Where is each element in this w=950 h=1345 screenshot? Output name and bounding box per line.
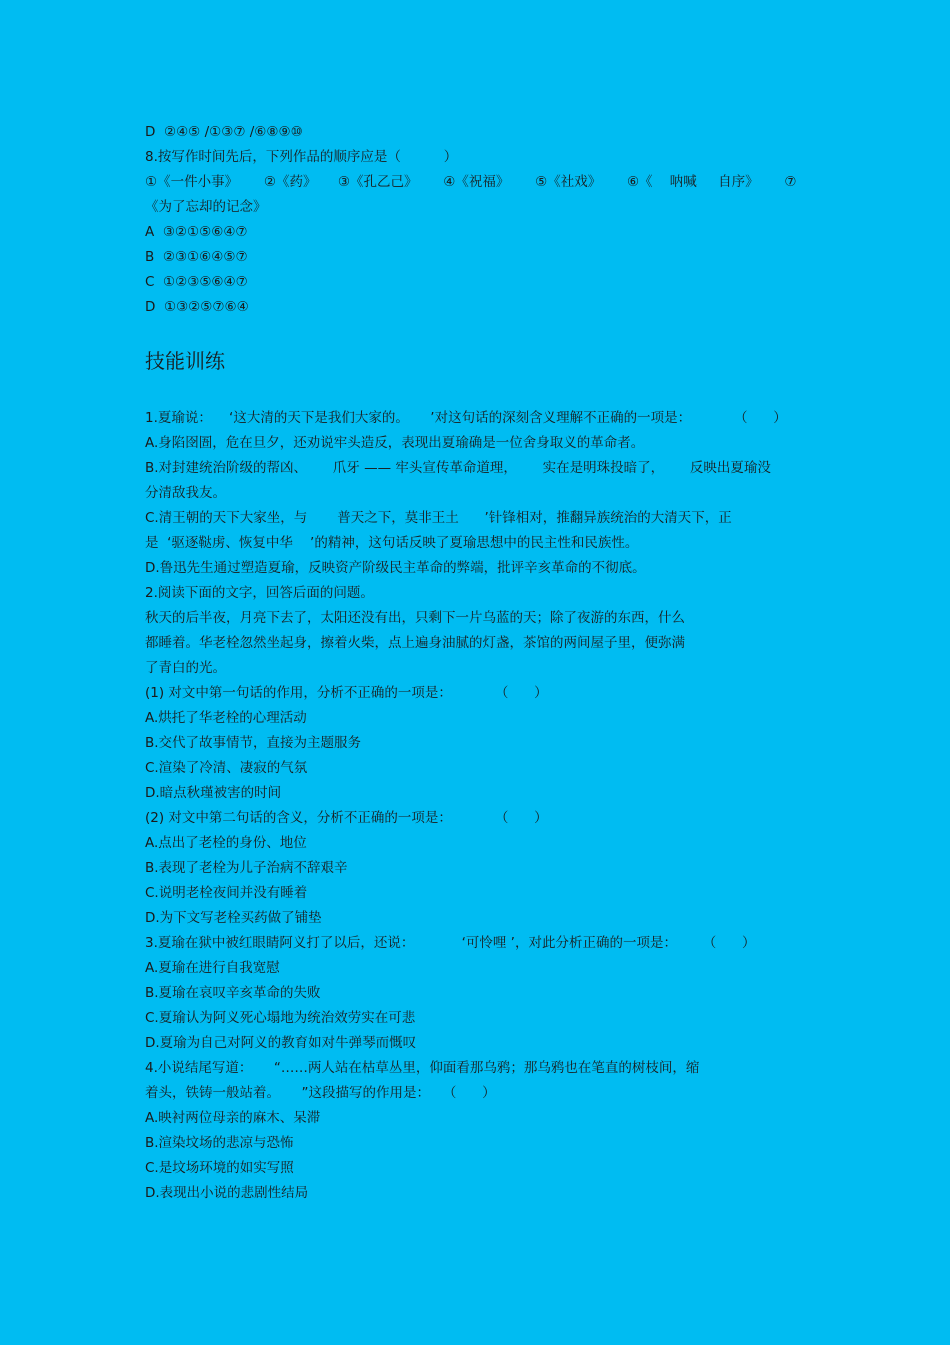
q3-c: C.夏瑜认为阿义死心塌地为统治效劳实在可悲 — [145, 1010, 416, 1026]
option-d: D ①③②⑤⑦⑥④ — [145, 299, 249, 315]
q4-b: B.渲染坟场的悲凉与恐怖 — [145, 1135, 294, 1151]
q3-b: B.夏瑜在哀叹辛亥革命的失败 — [145, 985, 321, 1001]
answer-line-d: D ②④⑤ /①③⑦ /⑥⑧⑨⑩ — [145, 124, 303, 140]
document-page — [145, 120, 815, 1206]
option-a: A ③②①⑤⑥④⑦ — [145, 224, 248, 240]
q2-2-b: B.表现了老栓为儿子治病不辞艰辛 — [145, 860, 348, 876]
q1-d: D.鲁迅先生通过塑造夏瑜，反映资产阶级民主革命的弊端，批评辛亥革命的不彻底。 — [145, 560, 646, 576]
q2-1-d: D.暗点秋瑾被害的时间 — [145, 785, 282, 801]
q4-d: D.表现出小说的悲剧性结局 — [145, 1185, 309, 1201]
q4-c: C.是坟场环境的如实写照 — [145, 1160, 294, 1176]
option-b: B ②③①⑥④⑤⑦ — [145, 249, 248, 265]
q2-1: (1) 对文中第一句话的作用，分析不正确的一项是： （ ） — [145, 685, 548, 701]
q2-1-c: C.渲染了冷清、凄寂的气氛 — [145, 760, 308, 776]
q2-1-b: B.交代了故事情节，直接为主题服务 — [145, 735, 362, 751]
q1-a: A.身陷囹圄，危在旦夕，还劝说牢头造反，表现出夏瑜确是一位舍身取义的革命者。 — [145, 435, 645, 451]
passage-line-3: 了青白的光。 — [145, 660, 226, 676]
q1-c-cont: 是 ‘驱逐鞑虏、恢复中华 ’的精神，这句话反映了夏瑜思想中的民主性和民族性。 — [145, 535, 639, 551]
q1-b-cont: 分清敌我友。 — [145, 485, 226, 501]
q2-2: (2) 对文中第二句话的含义，分析不正确的一项是： （ ） — [145, 810, 548, 826]
question-8-items: ①《一件小事》 ②《药》 ③《孔乙己》 ④《祝福》 ⑤《社戏》 ⑥《 呐喊 自序》 ⑦ — [145, 174, 797, 190]
section-title: 技能训练 — [145, 349, 225, 373]
q3-d: D.夏瑜为自己对阿义的教育如对牛弹琴而慨叹 — [145, 1035, 417, 1051]
passage-line-1: 秋天的后半夜，月亮下去了，太阳还没有出，只剩下一片乌蓝的天；除了夜游的东西，什么 — [145, 610, 685, 626]
q4: 4.小说结尾写道： “……两人站在枯草丛里，仰面看那乌鸦；那乌鸦也在笔直的树枝间，缩 — [145, 1060, 700, 1076]
q1-c: C.清王朝的天下大家坐，与 普天之下，莫非王土 ’针锋相对，推翻异族统治的大清天下，正 — [145, 510, 732, 526]
q4-a: A.映衬两位母亲的麻木、呆滞 — [145, 1110, 321, 1126]
question-8-items-cont: 《为了忘却的记念》 — [145, 199, 267, 215]
q1: 1.夏瑜说： ‘这大清的天下是我们大家的。 ’对这句话的深刻含义理解不正确的一项是： （ ） — [145, 410, 787, 426]
q1-b: B.对封建统治阶级的帮凶、 爪牙 —— 牢头宣传革命道理， 实在是明珠投暗了， 反映出夏瑜没 — [145, 460, 771, 476]
option-c: C ①②③⑤⑥④⑦ — [145, 274, 248, 290]
q4-cont: 着头，铁铸一般站着。 ”这段描写的作用是： （ ） — [145, 1085, 496, 1101]
q2-2-d: D.为下文写老栓买药做了铺垫 — [145, 910, 322, 926]
q2-2-a: A.点出了老栓的身份、地位 — [145, 835, 307, 851]
q3: 3.夏瑜在狱中被红眼睛阿义打了以后，还说： ‘可怜哩 ’，对此分析正确的一项是： （ ） — [145, 935, 756, 951]
q2: 2.阅读下面的文字，回答后面的问题。 — [145, 585, 374, 601]
questions-block — [145, 406, 815, 1206]
q2-1-a: A.烘托了华老栓的心理活动 — [145, 710, 307, 726]
passage-line-2: 都睡着。华老栓忽然坐起身，擦着火柴，点上遍身油腻的灯盏，茶馆的两间屋子里，便弥满 — [145, 635, 685, 651]
question-8: 8.按写作时间先后，下列作品的顺序应是（ ） — [145, 149, 458, 165]
q3-a: A.夏瑜在进行自我宽慰 — [145, 960, 280, 976]
q2-2-c: C.说明老栓夜间并没有睡着 — [145, 885, 308, 901]
